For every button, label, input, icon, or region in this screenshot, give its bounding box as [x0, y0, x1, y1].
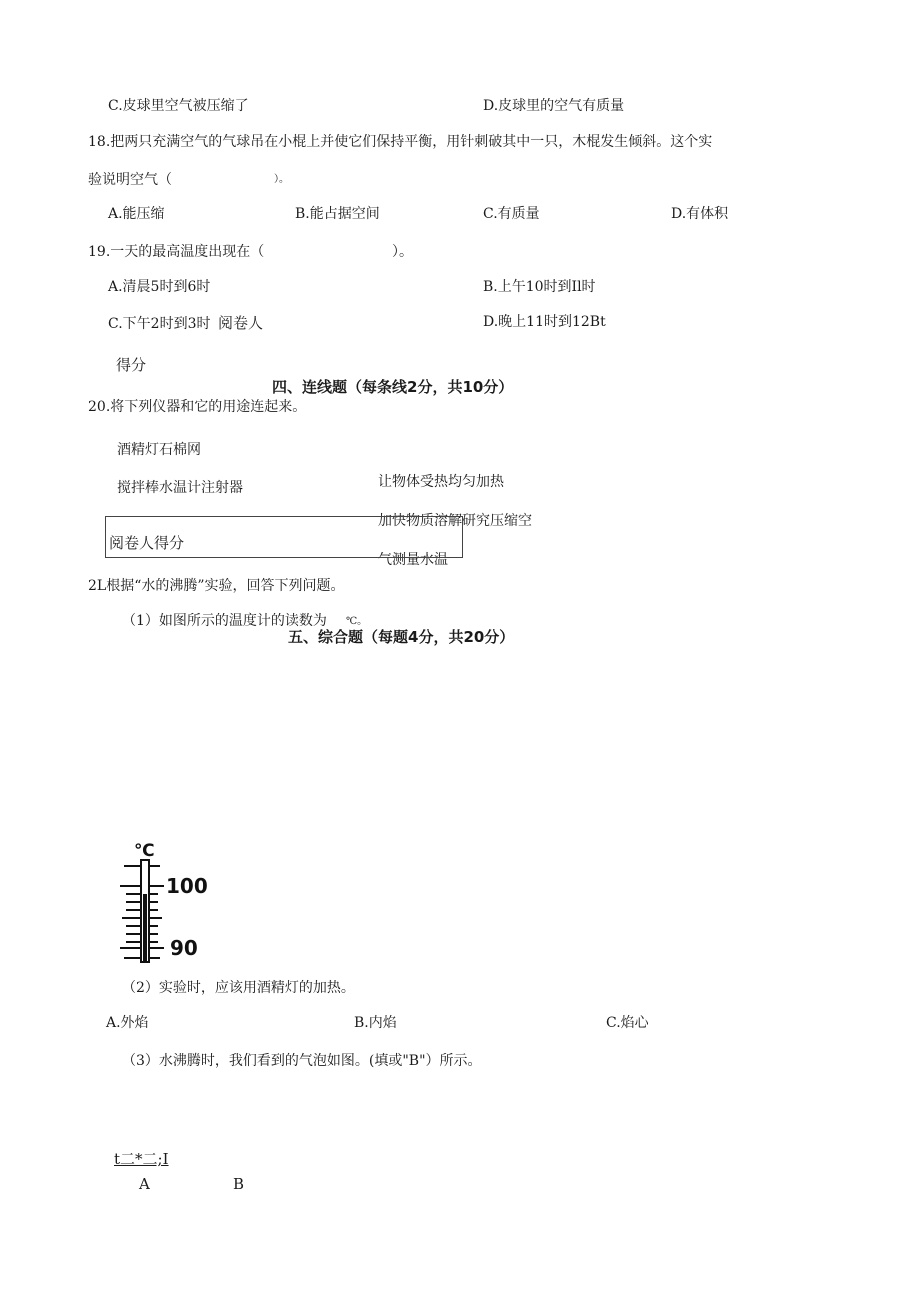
q17-option-c: C.皮球里空气被压缩了 — [108, 98, 249, 114]
bubble-figure-label-b: B — [233, 1175, 245, 1193]
bubble-figure-label-a: A — [139, 1175, 150, 1193]
q21-part1: （1）如图所示的温度计的读数为 — [122, 613, 327, 629]
q21-stem: 2L根据“水的沸腾”实验，回答下列问题。 — [88, 578, 345, 594]
thermometer-liquid — [143, 894, 147, 962]
q17-option-d: D.皮球里的空气有质量 — [483, 98, 625, 114]
thermometer-label-90: 90 — [170, 936, 198, 960]
q19-stem-end: ）。 — [392, 244, 413, 260]
q18-option-c: C.有质量 — [483, 206, 540, 222]
q21-part2: （2）实验时，应该用酒精灯的加热。 — [122, 980, 355, 996]
q18-option-a: A.能压缩 — [108, 206, 165, 222]
thermometer-figure — [112, 836, 212, 966]
q21-part2-option-b: B.内焰 — [354, 1015, 397, 1031]
q19-stem: 19.一天的最高温度出现在（ — [88, 244, 265, 260]
q20-instruments-line2: 搅拌棒水温计注射器 — [117, 480, 243, 496]
reviewer-label-inline: 阅卷人 — [218, 314, 264, 332]
q18-option-d: D.有体积 — [671, 206, 729, 222]
q21-part3: （3）水沸腾时，我们看到的气泡如图。(填或"B"）所示。 — [122, 1053, 482, 1069]
reviewer-score-label: 阅卷人得分 — [109, 534, 185, 552]
q20-uses-line3: 气测量水温 — [378, 552, 448, 568]
score-label: 得分 — [116, 356, 147, 374]
q21-part1-unit: ℃。 — [346, 616, 368, 627]
section4-title: 四、连线题（每条线2分，共10分） — [272, 378, 514, 396]
thermometer-unit: ℃ — [134, 841, 155, 861]
q20-instruments-line1: 酒精灯石棉网 — [117, 442, 201, 458]
q21-part2-option-a: A.外焰 — [106, 1015, 149, 1031]
q19-option-b: B.上午10时到Il时 — [483, 279, 596, 295]
q21-part2-option-c: C.焰心 — [606, 1015, 649, 1031]
q18-stem-line2: 验说明空气（ — [88, 172, 172, 188]
q20-stem: 20.将下列仪器和它的用途连起来。 — [88, 399, 307, 415]
q18-option-b: B.能占据空间 — [295, 206, 380, 222]
q18-stem-end: ）。 — [274, 174, 289, 185]
thermometer-label-100: 100 — [166, 874, 208, 898]
q20-uses-line2: 加快物质溶解研究压缩空 — [378, 513, 532, 529]
section5-title: 五、综合题（每题4分，共20分） — [288, 628, 515, 646]
bubble-figure-text: t二*二;I — [114, 1150, 169, 1168]
q19-option-a: A.清晨5时到6时 — [108, 279, 211, 295]
q18-stem-line1: 18.把两只充满空气的气球吊在小棍上并使它们保持平衡，用针刺破其中一只，木棍发生倾斜。这个实 — [88, 134, 713, 150]
q19-option-c: C.下午2时到3时 — [108, 316, 211, 332]
q20-uses-line1: 让物体受热均匀加热 — [378, 474, 504, 490]
q19-option-d: D.晚上11时到12Bt — [483, 314, 606, 330]
